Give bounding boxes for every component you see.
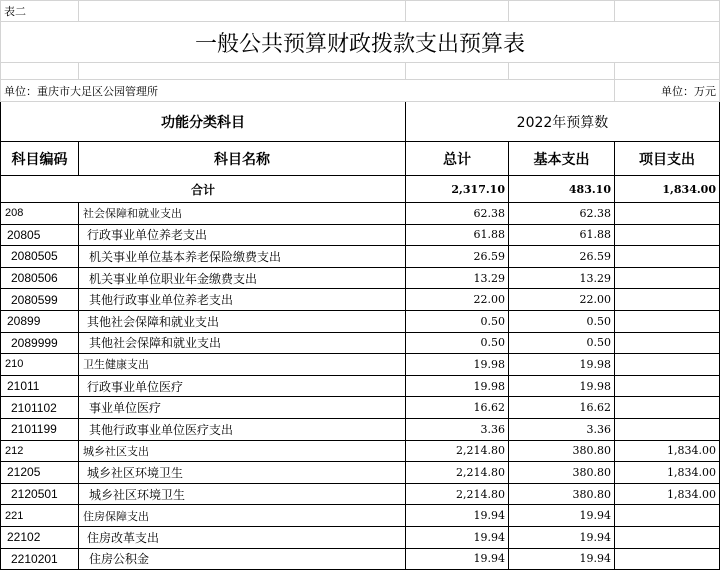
row-basic: 22.00 <box>509 289 615 311</box>
total-project: 1,834.00 <box>615 176 720 203</box>
table-row <box>1 375 720 397</box>
total-label: 合计 <box>1 176 406 203</box>
row-name: 城乡社区环境卫生 <box>79 483 406 505</box>
row-project <box>615 548 720 570</box>
row-name: 社会保障和就业支出 <box>79 203 406 225</box>
row-basic: 380.80 <box>509 440 615 462</box>
table-row <box>1 289 720 311</box>
row-name: 城乡社区环境卫生 <box>79 462 406 484</box>
row-project: 1,834.00 <box>615 440 720 462</box>
row-code: 208 <box>1 203 79 225</box>
row-name: 行政事业单位养老支出 <box>79 224 406 246</box>
row-basic: 380.80 <box>509 483 615 505</box>
row-basic: 26.59 <box>509 246 615 268</box>
row-project: 1,834.00 <box>615 462 720 484</box>
row-code: 2080505 <box>1 246 79 268</box>
row-name: 卫生健康支出 <box>79 354 406 376</box>
unit-currency: 单位：万元 <box>615 80 720 102</box>
row-name: 城乡社区支出 <box>79 440 406 462</box>
table-row <box>1 418 720 440</box>
row-code: 20805 <box>1 224 79 246</box>
row-total: 19.94 <box>406 505 509 527</box>
table-row <box>1 203 720 225</box>
header-budget-year: 2022年预算数 <box>406 102 720 142</box>
row-project <box>615 375 720 397</box>
spacer-row <box>1 63 720 80</box>
table-row <box>1 462 720 484</box>
row-code: 212 <box>1 440 79 462</box>
row-name: 其他行政事业单位医疗支出 <box>79 418 406 440</box>
row-code: 2210201 <box>1 548 79 570</box>
row-code: 20899 <box>1 310 79 332</box>
header-code: 科目编码 <box>1 142 79 176</box>
header-basic: 基本支出 <box>509 142 615 176</box>
row-code: 2080506 <box>1 267 79 289</box>
row-basic: 19.98 <box>509 375 615 397</box>
row-code: 22102 <box>1 526 79 548</box>
table-row <box>1 246 720 268</box>
total-sum: 2,317.10 <box>406 176 509 203</box>
unit-org: 单位：重庆市大足区公园管理所 <box>1 80 615 102</box>
row-basic: 0.50 <box>509 310 615 332</box>
table-tag: 表二 <box>1 1 79 22</box>
row-basic: 19.94 <box>509 548 615 570</box>
row-total: 19.94 <box>406 526 509 548</box>
row-total: 2,214.80 <box>406 483 509 505</box>
row-project <box>615 397 720 419</box>
row-total: 2,214.80 <box>406 440 509 462</box>
row-code: 2101199 <box>1 418 79 440</box>
header-total: 总计 <box>406 142 509 176</box>
title-row <box>1 22 720 63</box>
row-total: 19.94 <box>406 548 509 570</box>
row-basic: 3.36 <box>509 418 615 440</box>
table-tag-row <box>1 1 720 22</box>
row-basic: 19.98 <box>509 354 615 376</box>
row-project <box>615 267 720 289</box>
table-row <box>1 483 720 505</box>
row-project <box>615 332 720 354</box>
table-row <box>1 224 720 246</box>
header-column-row <box>1 142 720 176</box>
row-name: 其他社会保障和就业支出 <box>79 332 406 354</box>
row-total: 19.98 <box>406 375 509 397</box>
row-total: 26.59 <box>406 246 509 268</box>
row-name: 住房改革支出 <box>79 526 406 548</box>
row-basic: 16.62 <box>509 397 615 419</box>
row-code: 21205 <box>1 462 79 484</box>
row-name: 机关事业单位基本养老保险缴费支出 <box>79 246 406 268</box>
table-row <box>1 397 720 419</box>
total-basic: 483.10 <box>509 176 615 203</box>
row-project <box>615 246 720 268</box>
row-code: 2120501 <box>1 483 79 505</box>
row-project <box>615 203 720 225</box>
total-row <box>1 176 720 203</box>
table-row <box>1 332 720 354</box>
row-basic: 380.80 <box>509 462 615 484</box>
header-group-row <box>1 102 720 142</box>
row-code: 2089999 <box>1 332 79 354</box>
header-project: 项目支出 <box>615 142 720 176</box>
table-row <box>1 548 720 570</box>
row-name: 住房保障支出 <box>79 505 406 527</box>
row-basic: 0.50 <box>509 332 615 354</box>
row-code: 210 <box>1 354 79 376</box>
row-name: 机关事业单位职业年金缴费支出 <box>79 267 406 289</box>
row-project <box>615 526 720 548</box>
table-row <box>1 267 720 289</box>
table-row <box>1 354 720 376</box>
row-basic: 62.38 <box>509 203 615 225</box>
row-name: 其他行政事业单位养老支出 <box>79 289 406 311</box>
row-total: 3.36 <box>406 418 509 440</box>
table-row <box>1 526 720 548</box>
row-project <box>615 289 720 311</box>
row-total: 2,214.80 <box>406 462 509 484</box>
row-total: 22.00 <box>406 289 509 311</box>
row-code: 2101102 <box>1 397 79 419</box>
row-name: 住房公积金 <box>79 548 406 570</box>
row-basic: 19.94 <box>509 505 615 527</box>
unit-row <box>1 80 720 102</box>
row-code: 21011 <box>1 375 79 397</box>
row-project: 1,834.00 <box>615 483 720 505</box>
row-name: 其他社会保障和就业支出 <box>79 310 406 332</box>
page-title: 一般公共预算财政拨款支出预算表 <box>1 22 720 63</box>
header-name: 科目名称 <box>79 142 406 176</box>
table-row <box>1 505 720 527</box>
row-project <box>615 354 720 376</box>
table-row <box>1 310 720 332</box>
row-total: 61.88 <box>406 224 509 246</box>
row-total: 0.50 <box>406 310 509 332</box>
row-basic: 19.94 <box>509 526 615 548</box>
row-total: 16.62 <box>406 397 509 419</box>
row-project <box>615 310 720 332</box>
row-total: 62.38 <box>406 203 509 225</box>
row-project <box>615 418 720 440</box>
header-function-class: 功能分类科目 <box>1 102 406 142</box>
row-code: 221 <box>1 505 79 527</box>
table-row <box>1 440 720 462</box>
row-project <box>615 505 720 527</box>
row-code: 2080599 <box>1 289 79 311</box>
row-basic: 61.88 <box>509 224 615 246</box>
row-total: 19.98 <box>406 354 509 376</box>
row-project <box>615 224 720 246</box>
row-total: 0.50 <box>406 332 509 354</box>
row-name: 行政事业单位医疗 <box>79 375 406 397</box>
row-basic: 13.29 <box>509 267 615 289</box>
row-name: 事业单位医疗 <box>79 397 406 419</box>
row-total: 13.29 <box>406 267 509 289</box>
